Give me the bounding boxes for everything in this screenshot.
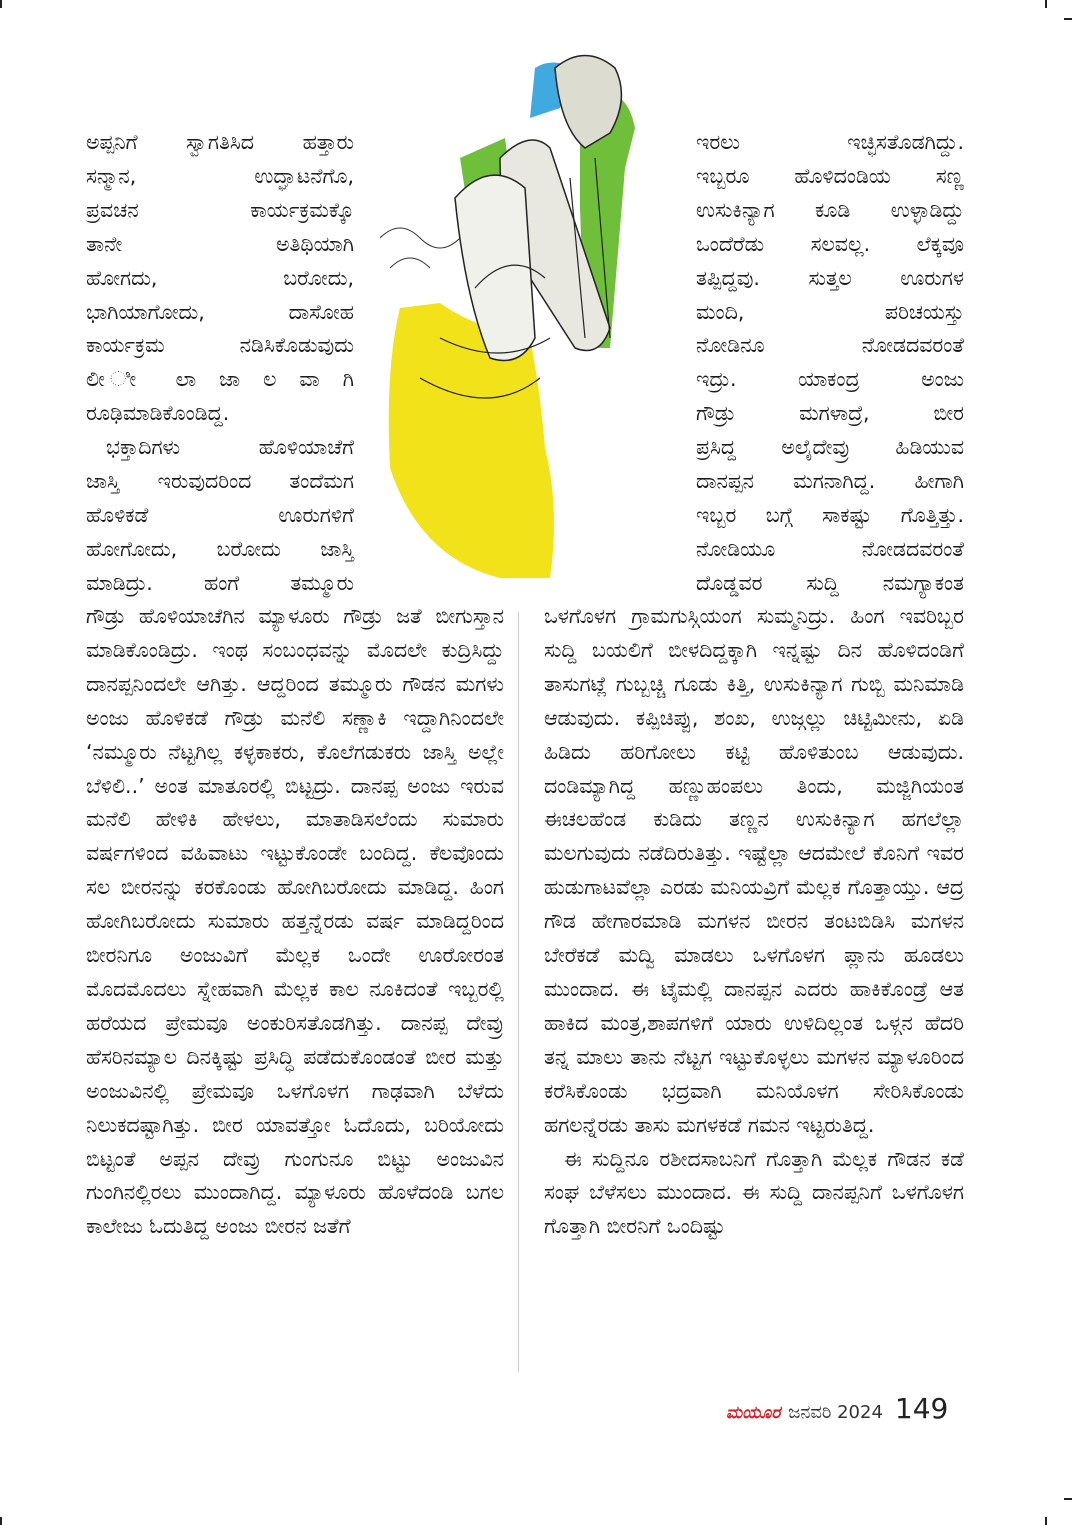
text-line: ಮಂದಿ, ಪರಿಚಯಸ್ತು: [696, 299, 964, 324]
text-line: ಹೋಗದು, ಬರೋದು,: [86, 265, 354, 290]
text-line: ಹೋಗೋದು, ಬರೋದು ಜಾಸ್ತಿ: [86, 536, 354, 561]
text-line: ತಪ್ಪಿದ್ದವು. ಸುತ್ತಲ ಊರುಗಳ: [696, 265, 964, 290]
text-line: ಒಂದೆರೆಡು ಸಲವಲ್ಲ. ಲೆಕ್ಕವೂ: [696, 231, 964, 256]
text-line: ಕಾರ್ಯಕ್ರಮ ನಡಿಸಿಕೊಡುವುದು: [86, 333, 354, 358]
text-line: ದಾನಪ್ಪನ ಮಗನಾಗಿದ್ದ. ಹೀಗಾಗಿ: [696, 469, 964, 494]
text-line: ಭಕ್ತಾದಿಗಳು ಹೊಳಿಯಾಚೆಗೆ: [106, 435, 354, 460]
paragraph: ಗೌಡ್ರು ಹೊಳಿಯಾಚೆಗಿನ ಮ್ಯಾಳೂರು ಗೌಡ್ರು ಜತೆ ಬೀಗುಸ್ತಾನ ಮಾಡಿಕೊಂಡಿದ್ರು. ಇಂಥ ಸಂಬಂಧವನ್ನು ಮೊದಲೇ ಕುದ್ರಿಸಿದ್ದು ದಾನಪ್ಪನಿಂದಲೇ ಆಗಿತ್ತು. ಆದ್ದರಿಂದ ತಮ್ಮೂರು ಗೌಡನ ಮಗಳು ಅಂಜು ಹೊಳಿಕಡೆ ಗೌಡ್ರು ಮನೆಲಿ ಸಣ್ಣಾಕಿ ಇದ್ದಾಗಿನಿಂದಲೇ ‘ನಮ್ಮೂರು ನೆಟ್ಟಗಿಲ್ಲ ಕಳ್ಳಕಾಕರು, ಕೊಲೆಗಡುಕರು ಜಾಸ್ತಿ ಅಲ್ಲೇ ಬೆಳಿಲಿ..’ ಅಂತ ಮಾತೂರಲ್ಲಿ ಬಿಟ್ಟದ್ರು. ದಾನಪ್ಪ ಅಂಜು ಇರುವ ಮನೆಲಿ ಹೇಳಿಕಿ ಹೇಳಲು, ಮಾತಾಡಿಸಲೆಂದು ಸುಮಾರು ವರ್ಷಗಳಿಂದ ವಹಿವಾಟು ಇಟ್ಟುಕೊಂಡೇ ಬಂದಿದ್ದ. ಕೆಲವೊಂದು ಸಲ ಬೀರನನ್ನು ಕರಕೊಂಡು ಹೋಗಿಬರೋದು ಮಾಡಿದ್ದ. ಹಿಂಗ ಹೋಗಿಬರೋದು ಸುಮಾರು ಹತ್ತನ್ನೆರಡು ವರ್ಷ ಮಾಡಿದ್ದರಿಂದ ಬೀರನಿಗೂ ಅಂಜುವಿಗೆ ಮೆಲ್ಲಕ ಒಂದೇ ಊರೋರಂತ ಮೊದಮೊದಲು ಸ್ನೇಹವಾಗಿ ಮೆಲ್ಲಕ ಕಾಲ ನೂಕಿದಂತೆ ಇಬ್ಬರಲ್ಲಿ ಹರೆಯದ ಪ್ರೇಮವೂ ಅಂಕುರಿಸತೊಡಗಿತ್ತು. ದಾನಪ್ಪ ದೇವ್ರು ಹೆಸರಿನಮ್ಯಾಲ ದಿನಕ್ಕಿಷ್ಟು ಪ್ರಸಿದ್ಧಿ ಪಡೆದುಕೊಂಡಂತೆ ಬೀರ ಮತ್ತು ಅಂಜುವಿನಲ್ಲಿ ಪ್ರೇಮವೂ ಒಳಗೊಳಗ ಗಾಢವಾಗಿ ಬೆಳೆದು ನಿಲುಕದಷ್ಟಾಗಿತ್ತು. ಬೀರ ಯಾವತ್ತೋ ಓದೊದು, ಬರಿಯೋದು ಬಿಟ್ಟಂತೆ ಅಪ್ಪನ ದೇವ್ರು ಗುಂಗುನೂ ಬಿಟ್ಟು ಅಂಜುವಿನ ಗುಂಗಿನಲ್ಲಿರಲು ಮುಂದಾಗಿದ್ದ. ಮ್ಯಾಳೂರು ಹೊಳೆದಂಡಿ ಬಗಲ ಕಾಲೇಜು ಓದುತಿದ್ದ ಅಂಜು ಬೀರನ ಜತೆಗೆ: [86, 604, 504, 1239]
left-column-bottom: [86, 600, 504, 1244]
text-line: ಭಾಗಿಯಾಗೋದು, ದಾಸೋಹ: [86, 299, 354, 324]
text-line: ಇರಲು ಇಚ್ಛಿಸತೊಡಗಿದ್ದು.: [696, 130, 964, 154]
paragraph: ಒಳಗೊಳಗ ಗ್ರಾಮಗುಸ್ಗಿಯಂಗ ಸುಮ್ಮನಿದ್ರು. ಹಿಂಗ ಇವರಿಬ್ಬರ ಸುದ್ದಿ ಬಯಲಿಗೆ ಬೀಳದಿದ್ದಕ್ಕಾಗಿ ಇನ್ನಷ್ಟು ದಿನ ಹೊಳಿದಂಡಿಗೆ ತಾಸುಗಟ್ಲೆ ಗುಬ್ಬಚ್ಚಿ ಗೂಡು ಕಿತ್ತಿ, ಉಸುಕಿನ್ಯಾಗ ಗುಬ್ಬಿ ಮನಿಮಾಡಿ ಆಡುವುದು. ಕಪ್ಪಿಚಿಪ್ಪು, ಶಂಖ, ಉಜ್ಗಲ್ಲು ಚಿಟ್ಟಿಮೀನು, ಏಡಿ ಹಿಡಿದು ಹರಿಗೋಲು ಕಟ್ಟಿ ಹೊಳಿತುಂಬ ಆಡುವುದು. ದಂಡಿಮ್ಯಾಗಿದ್ದ ಹಣ್ಣುಹಂಪಲು ತಿಂದು, ಮಜ್ಜಿಗಿಯಂತ ಈಚಲಹೆಂಡ ಕುಡಿದು ತಣ್ಣನ ಉಸುಕಿನ್ಯಾಗ ಹಗಲೆಲ್ಲಾ ಮಲಗುವುದು ನಡೆದಿರುತಿತ್ತು. ಇಷ್ಟೆಲ್ಲಾ ಆದಮೇಲೆ ಕೊನಿಗೆ ಇವರ ಹುಡುಗಾಟವೆಲ್ಲಾ ಎರಡು ಮನಿಯವ್ರಿಗೆ ಮೆಲ್ಲಕ ಗೊತ್ತಾಯ್ತು. ಆದ್ರ ಗೌಡ ಹೇಗಾರಮಾಡಿ ಮಗಳನ ಬೀರನ ತಂಟಬಿಡಿಸಿ ಮಗಳನ ಬೇರೆಕಡೆ ಮದ್ವಿ ಮಾಡಲು ಒಳಗೊಳಗ ಪ್ಲಾನು ಹೂಡಲು ಮುಂದಾದ. ಈ ಟೈಮಲ್ಲಿ ದಾನಪ್ಪನ ಎದರು ಹಾಕಿಕೊಂಡ್ರೆ ಆತ ಹಾಕಿದ ಮಂತ್ರ,ಶಾಪಗಳಿಗೆ ಯಾರು ಉಳಿದಿಲ್ಲಂತ ಒಳ್ಗನ ಹೆದರಿ ತನ್ನ ಮಾಲು ತಾನು ನೆಟ್ಟಗ ಇಟ್ಟುಕೊಳ್ಳಲು ಮಗಳನ ಮ್ಯಾಳೂರಿಂದ ಕರೆಸಿಕೊಂಡು ಭದ್ರವಾಗಿ ಮನಿಯೊಳಗ ಸೇರಿಸಿಕೊಂಡು ಹಗಲನ್ನೆರಡು ತಾಸು ಮಗಳಕಡೆ ಗಮನ ಇಟ್ಟರುತಿದ್ದ.: [544, 604, 964, 1137]
right-column-bottom: [544, 600, 964, 1244]
text-line: ಇಬ್ಬರೂ ಹೊಳಿದಂಡಿಯ ಸಣ್ಣ: [696, 163, 964, 188]
page-number: 149: [894, 1392, 949, 1425]
text-line: ಉಸುಕಿನ್ಯಾಗ ಕೂಡಿ ಉಳ್ಳಾಡಿದ್ದು: [696, 197, 964, 222]
crop-mark-right-upper: [1064, 18, 1072, 20]
crop-mark-bottom-left: [0, 1517, 2, 1525]
ink-scribble: [380, 228, 460, 268]
text-line: ಮಾಡಿದ್ರು. ಹಂಗೆ ತಮ್ಮೂರು: [86, 570, 354, 595]
crop-mark-bottom-right: [1045, 1517, 1047, 1525]
text-line: ಜಾಸ್ತಿ ಇರುವುದರಿಂದ ತಂದೆಮಗ: [86, 469, 354, 494]
text-line: ಪ್ರವಚನ ಕಾರ್ಯಕ್ರಮಕ್ಕೊ: [86, 197, 354, 222]
text-line: ನೋಡಿನೂ ನೋಡದವರಂತೆ: [696, 333, 964, 358]
text-line: ದೊಡ್ಡವರ ಸುದ್ದಿ ನಮಗ್ಯಾಕಂತ: [696, 570, 964, 595]
magazine-logo: ಮಯೂರ: [726, 1403, 781, 1423]
illustration: [380, 38, 680, 578]
text-line: ಇದ್ರು. ಯಾಕಂದ್ರ ಅಂಜು: [696, 367, 964, 392]
text-line: ಅಪ್ಪನಿಗೆ ಸ್ವಾಗತಿಸಿದ ಹತ್ತಾರು: [86, 130, 354, 154]
text-line: ತಾನೇ ಅತಿಥಿಯಾಗಿ: [86, 231, 354, 256]
crop-mark-top-left: [0, 0, 2, 8]
left-column-top: [86, 126, 354, 601]
text-line: ಗೌಡ್ರು ಮಗಳಾದ್ರೆ, ಬೀರ: [696, 401, 964, 426]
text-line: ಲೀ ೀ ಲಾ ಜಾ ಲ ವಾ ಗಿ: [86, 367, 354, 392]
crop-mark-right-lower: [1064, 1498, 1072, 1500]
text-line: ಪ್ರಸಿದ್ದ ಅಲೈದೇವ್ರು ಹಿಡಿಯುವ: [696, 435, 964, 460]
issue-date: ಜನವರಿ 2024: [788, 1402, 883, 1423]
text-line: ಇಬ್ಬರ ಬಗ್ಗೆ ಸಾಕಷ್ಟು ಗೊತ್ತಿತ್ತು.: [696, 502, 964, 527]
page-footer: [726, 1392, 948, 1426]
text-line: ನೋಡಿಯೂ ನೋಡದವರಂತೆ: [696, 536, 964, 561]
text-line: ರೂಢಿಮಾಡಿಕೊಂಡಿದ್ದ.: [86, 401, 230, 426]
column-divider: [518, 612, 519, 1372]
crop-mark-top-right: [1045, 0, 1047, 8]
paragraph: ಈ ಸುದ್ದಿನೂ ರಶೀದಸಾಬನಿಗೆ ಗೊತ್ತಾಗಿ ಮೆಲ್ಲಕ ಗೌಡನ ಕಡೆ ಸಂಘ ಬೆಳೆಸಲು ಮುಂದಾದ. ಈ ಸುದ್ದಿ ದಾನಪ್ಪನಿಗೆ ಒಳಗೊಳಗ ಗೊತ್ತಾಗಿ ಬೀರನಿಗೆ ಒಂದಿಷ್ಟು: [544, 1146, 964, 1239]
text-line: ಹೊಳಿಕಡೆ ಊರುಗಳಿಗೆ: [86, 502, 354, 527]
right-column-top: [696, 126, 964, 601]
text-line: ಸನ್ಮಾನ, ಉದ್ಘಾಟನೆಗೊ,: [86, 163, 354, 188]
